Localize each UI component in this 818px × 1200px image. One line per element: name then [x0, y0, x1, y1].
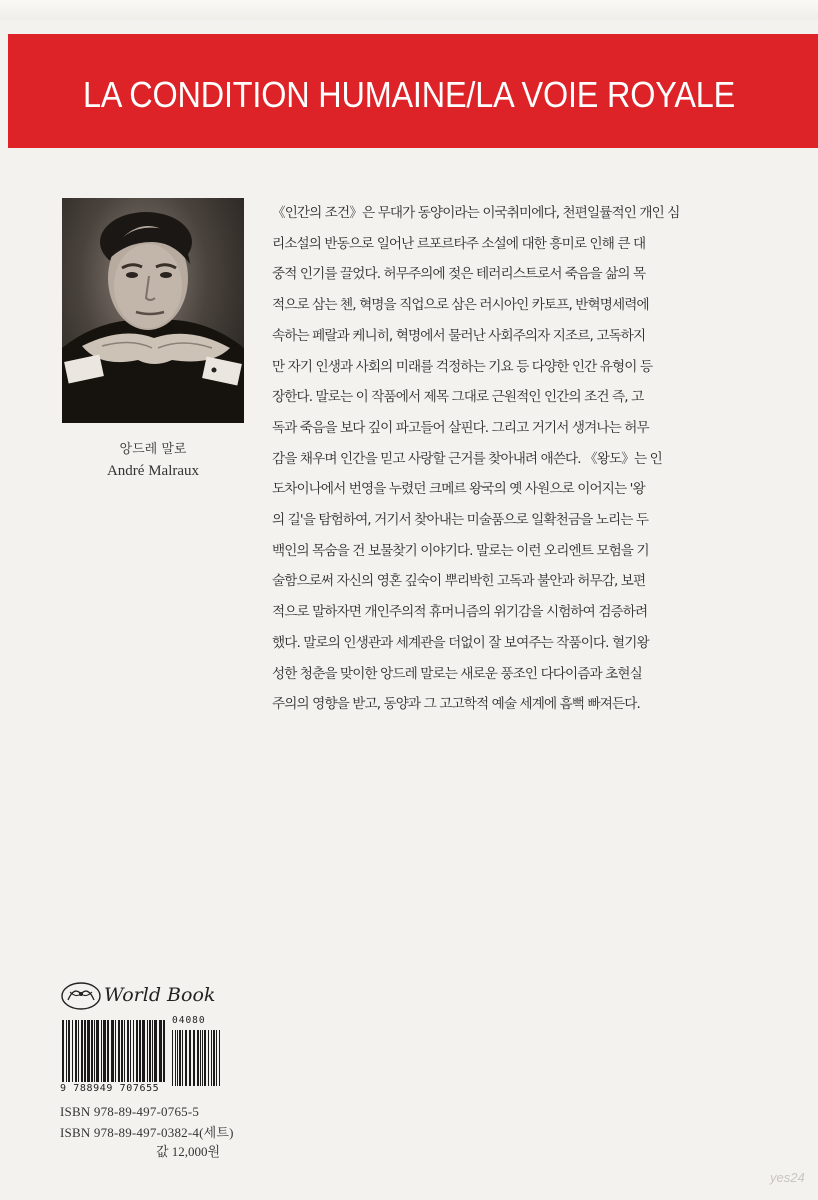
- description-line: 적으로 말하자면 개인주의적 휴머니즘의 위기감을 시험하여 검증하려: [272, 604, 648, 621]
- barcode-bar: [66, 1020, 67, 1082]
- barcode-bar: [111, 1020, 114, 1082]
- barcode-bar: [118, 1020, 120, 1082]
- barcode-addon-bar: [175, 1030, 176, 1086]
- price-label: 값 12,000원: [156, 1144, 221, 1159]
- barcode-bar: [62, 1020, 64, 1082]
- barcode-addon-bar: [213, 1030, 215, 1086]
- barcode-bar: [154, 1020, 157, 1082]
- barcode-bar: [124, 1020, 125, 1082]
- barcode-bar: [78, 1020, 79, 1082]
- barcode-bar: [142, 1020, 145, 1082]
- banner-title: LA CONDITION HUMAINE/LA VOIE ROYALE: [82, 74, 736, 115]
- isbn-single: ISBN 978-89-497-0765-5: [60, 1104, 200, 1119]
- description-line: 독과 죽음을 보다 깊이 파고들어 살핀다. 그리고 거기서 생겨나는 허무: [272, 419, 649, 436]
- book-description: [272, 198, 780, 720]
- barcode-bar: [152, 1020, 153, 1082]
- barcode-bar: [133, 1020, 134, 1082]
- barcode-addon-bar: [200, 1030, 201, 1086]
- author-name-english: André Malraux: [106, 463, 200, 479]
- barcode-bar: [136, 1020, 138, 1082]
- author-portrait-illustration: [62, 198, 244, 423]
- top-strip: [0, 0, 818, 20]
- description-line: 만 자기 인생과 사회의 미래를 걱정하는 기요 등 다양한 인간 유형이 등: [272, 358, 653, 375]
- publisher-logo: [60, 980, 230, 1014]
- barcode-bar: [163, 1020, 165, 1082]
- barcode-addon-bar: [172, 1030, 173, 1086]
- barcode-bar: [101, 1020, 102, 1082]
- barcode-bar: [91, 1020, 93, 1082]
- barcode-addon-bar: [211, 1030, 212, 1086]
- description-line: 술함으로써 자신의 영혼 깊숙이 뿌리박힌 고독과 불안과 허무감, 보편: [272, 573, 646, 590]
- isbn-set: ISBN 978-89-497-0382-4(세트): [60, 1125, 234, 1140]
- barcode-addon-bar: [216, 1030, 217, 1086]
- barcode-bar: [75, 1020, 77, 1082]
- author-name-korean: 앙드레 말로: [119, 442, 187, 457]
- barcode-bar: [103, 1020, 106, 1082]
- barcode-addon-bar: [193, 1030, 195, 1086]
- description-line: 장한다. 말로는 이 작품에서 제목 그대로 근원적인 인간의 조건 즉, 고: [272, 389, 644, 406]
- barcode-bar: [149, 1020, 151, 1082]
- barcode-bar: [147, 1020, 148, 1082]
- barcode-addon-bar: [204, 1030, 206, 1086]
- barcode-bar: [115, 1020, 116, 1082]
- description-line: 《인간의 조건》은 무대가 동양이라는 이국취미에다, 천편일률적인 개인 심: [272, 205, 680, 221]
- publisher-name: World Book: [104, 984, 216, 1006]
- description-line: 속하는 페랄과 케니히, 혁명에서 물러난 사회주의자 지조르, 고독하지: [272, 327, 646, 344]
- barcode-bar: [139, 1020, 141, 1082]
- description-line: 도차이나에서 번영을 누렸던 크메르 왕국의 옛 사원으로 이어지는 '왕: [272, 481, 645, 498]
- description-line: 감을 채우며 인간을 믿고 사랑할 근거를 찾아내려 애쓴다. 《왕도》는 인: [272, 450, 662, 467]
- wreath-logo-icon: [60, 980, 102, 1012]
- watermark: yes24: [770, 1170, 805, 1185]
- description-line: 성한 청춘을 맞이한 앙드레 말로는 새로운 풍조인 다다이즘과 초현실: [272, 665, 642, 682]
- barcode-addon-bar: [197, 1030, 199, 1086]
- barcode-bar: [81, 1020, 83, 1082]
- barcode-addon-bar: [185, 1030, 187, 1086]
- barcode-bar: [96, 1020, 99, 1082]
- barcode-addon-bar: [202, 1030, 203, 1086]
- barcode-addon-bar: [219, 1030, 220, 1086]
- barcode-bar: [68, 1020, 70, 1082]
- barcode-bar: [87, 1020, 90, 1082]
- barcode-bar: [84, 1020, 86, 1082]
- barcode-addon-bar: [179, 1030, 181, 1086]
- barcode-addon-bar: [208, 1030, 209, 1086]
- barcode-bar: [107, 1020, 109, 1082]
- barcode-bar: [159, 1020, 162, 1082]
- barcode-bar: [94, 1020, 95, 1082]
- barcode-addon-digits: 04080: [172, 1015, 206, 1026]
- barcode-bar: [127, 1020, 129, 1082]
- barcode-bar: [130, 1020, 131, 1082]
- description-line: 중적 인기를 끌었다. 허무주의에 젖은 테러리스트로서 죽음을 삶의 목: [272, 266, 646, 283]
- description-line: 리소설의 반동으로 일어난 르포르타주 소설에 대한 흥미로 인해 큰 대: [272, 235, 646, 252]
- barcode-bar: [72, 1020, 73, 1082]
- barcode-addon-bar: [189, 1030, 191, 1086]
- barcode-addon-bar: [177, 1030, 178, 1086]
- isbn-barcode: [60, 1018, 222, 1088]
- description-line: 했다. 말로의 인생관과 세계관을 더없이 잘 보여주는 작품이다. 혈기왕: [272, 634, 649, 651]
- author-photo: [62, 198, 244, 423]
- barcode-addon-bar: [182, 1030, 183, 1086]
- barcode-bar: [121, 1020, 123, 1082]
- description-line: 백인의 목숨을 건 보물찾기 이야기다. 말로는 이런 오리엔트 모험을 기: [272, 542, 649, 559]
- barcode-main-digits: 9 788949 707655: [60, 1083, 160, 1094]
- description-line: 의 길'을 탐험하여, 거기서 찾아내는 미술품으로 일확천금을 노리는 두: [272, 512, 649, 529]
- description-line: 적으로 삼는 첸, 혁명을 직업으로 삼은 러시아인 카토프, 반혁명세력에: [272, 297, 649, 314]
- description-line: 주의의 영향을 받고, 동양과 그 고고학적 예술 세계에 흠뻑 빠져든다.: [272, 696, 640, 713]
